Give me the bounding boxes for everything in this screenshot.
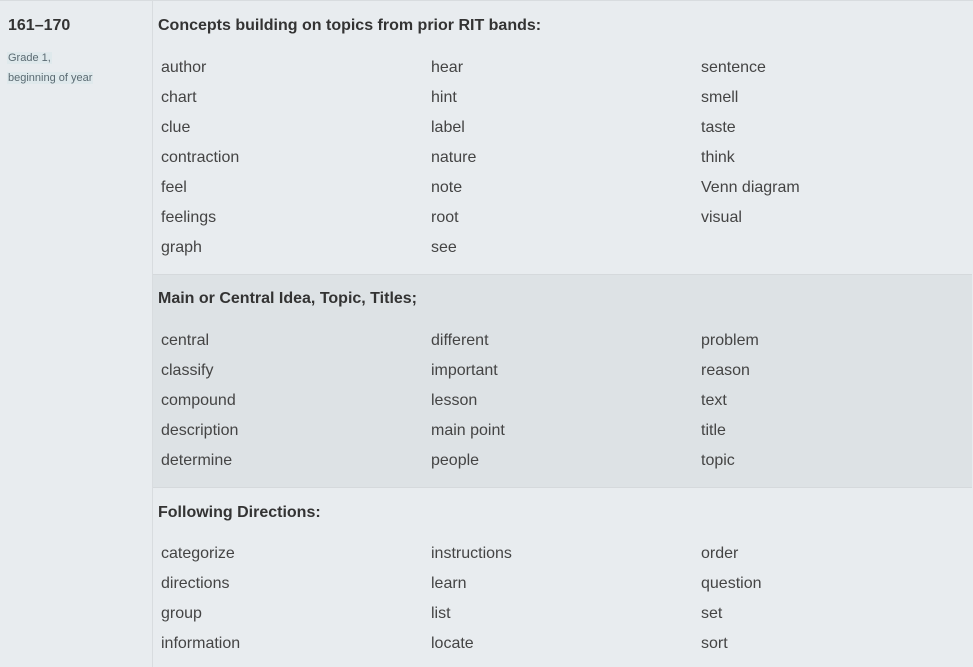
vocabulary-term: different — [431, 332, 489, 349]
term-grid — [161, 544, 971, 664]
vocabulary-term: lesson — [431, 392, 478, 409]
grade-line-2: beginning of year — [8, 72, 93, 84]
vocabulary-term: description — [161, 422, 239, 439]
vocabulary-term: nature — [431, 149, 477, 166]
vocabulary-term: root — [431, 209, 459, 226]
vocabulary-term: think — [701, 149, 735, 166]
vocabulary-term: author — [161, 59, 207, 76]
vocabulary-term: note — [431, 179, 463, 196]
vocabulary-term: see — [431, 239, 457, 256]
vocabulary-term: contraction — [161, 149, 240, 166]
vocabulary-term: smell — [701, 89, 739, 106]
vocabulary-term: sentence — [701, 59, 766, 76]
section-heading: Following Directions: — [158, 504, 321, 521]
vocabulary-term: hint — [431, 89, 457, 106]
vocabulary-term: determine — [161, 452, 233, 469]
vocabulary-term: main point — [431, 422, 505, 439]
vocabulary-term: feel — [161, 179, 187, 196]
grade-line-1: Grade 1, — [8, 52, 51, 64]
vocabulary-term: set — [701, 605, 723, 622]
section-heading: Main or Central Idea, Topic, Titles; — [158, 290, 418, 307]
grade-level-label — [7, 48, 93, 88]
vocabulary-term: label — [431, 119, 465, 136]
vocabulary-term: learn — [431, 575, 467, 592]
vocabulary-term: visual — [701, 209, 742, 226]
vocabulary-term: text — [701, 392, 727, 409]
vocabulary-term: people — [431, 452, 480, 469]
vocabulary-term: reason — [701, 362, 750, 379]
vocabulary-term: classify — [161, 362, 214, 379]
term-grid — [161, 331, 971, 481]
section-following-directions — [153, 488, 972, 667]
term-grid — [161, 58, 971, 268]
vocabulary-term: directions — [161, 575, 230, 592]
vocabulary-term: problem — [701, 332, 759, 349]
rit-band-column — [0, 1, 153, 667]
vocabulary-term: categorize — [161, 545, 235, 562]
vocabulary-term: Venn diagram — [701, 179, 800, 196]
section-heading: Concepts building on topics from prior RIT bands: — [158, 17, 542, 34]
vocabulary-term: sort — [701, 635, 728, 652]
section-main-idea — [153, 275, 972, 488]
vocabulary-term: title — [701, 422, 726, 439]
vocabulary-term: clue — [161, 119, 191, 136]
vocabulary-term: order — [701, 545, 739, 562]
vocabulary-term: graph — [161, 239, 202, 256]
vocabulary-term: locate — [431, 635, 474, 652]
rit-band-range: 161–170 — [8, 17, 71, 34]
vocabulary-term: topic — [701, 452, 735, 469]
vocabulary-term: hear — [431, 59, 464, 76]
vocabulary-term: feelings — [161, 209, 217, 226]
vocabulary-term: chart — [161, 89, 197, 106]
vocabulary-term: list — [431, 605, 451, 622]
vocabulary-term: important — [431, 362, 498, 379]
vocabulary-term: group — [161, 605, 202, 622]
vocabulary-term: question — [701, 575, 762, 592]
vocabulary-term: taste — [701, 119, 736, 136]
section-prior-concepts — [153, 1, 972, 275]
vocabulary-term: central — [161, 332, 210, 349]
vocabulary-term: information — [161, 635, 241, 652]
vocabulary-term: compound — [161, 392, 236, 409]
vocabulary-sections — [153, 1, 972, 667]
vocabulary-term: instructions — [431, 545, 512, 562]
